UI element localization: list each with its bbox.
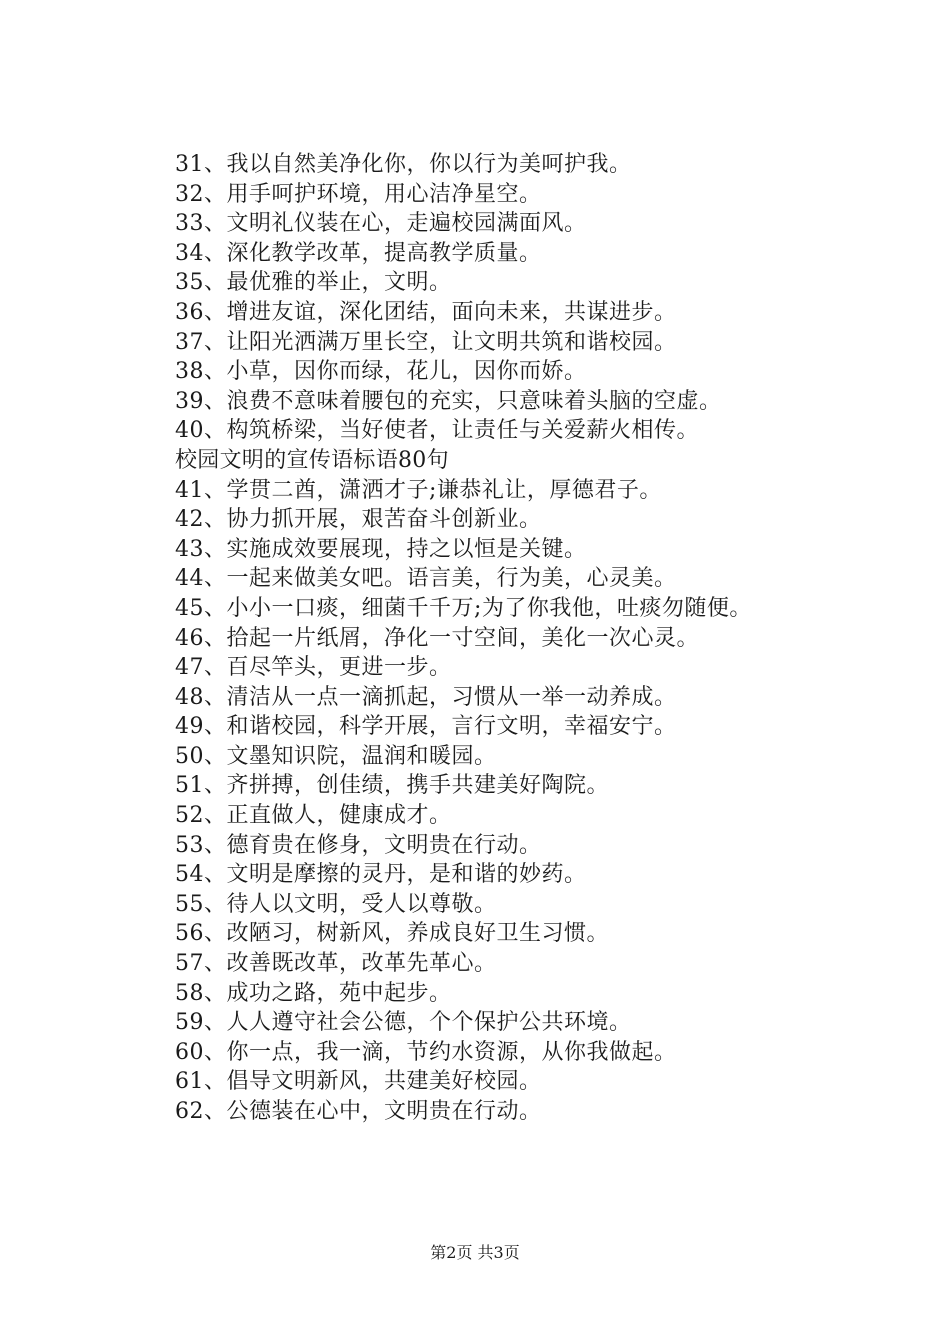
slogan-line: 41、学贯二酋，潇洒才子;谦恭礼让，厚德君子。 bbox=[175, 477, 662, 503]
slogan-line: 62、公德装在心中，文明贵在行动。 bbox=[175, 1099, 542, 1124]
slogan-line: 36、增进友谊，深化团结，面向未来，共谋进步。 bbox=[175, 299, 677, 325]
slogan-line: 35、最优雅的举止，文明。 bbox=[175, 270, 452, 296]
slogan-line: 31、我以自然美净化你，你以行为美呵护我。 bbox=[175, 152, 632, 177]
slogan-line: 39、浪费不意味着腰包的充实，只意味着头脑的空虚。 bbox=[175, 388, 722, 414]
slogan-line: 51、齐拼搏，创佳绩，携手共建美好陶院。 bbox=[175, 773, 609, 799]
slogan-line: 54、文明是摩擦的灵丹，是和谐的妙药。 bbox=[175, 862, 587, 888]
slogan-line: 45、小小一口痰，细菌千千万;为了你我他，吐痰勿随便。 bbox=[175, 595, 752, 621]
slogan-line: 50、文墨知识院，温润和暖园。 bbox=[175, 743, 497, 769]
slogan-line: 55、待人以文明，受人以尊敬。 bbox=[175, 891, 497, 917]
slogan-line: 57、改善既改革，改革先革心。 bbox=[175, 951, 497, 977]
slogan-line: 61、倡导文明新风，共建美好校园。 bbox=[175, 1069, 542, 1095]
slogan-line: 59、人人遵守社会公德，个个保护公共环境。 bbox=[175, 1010, 632, 1036]
slogan-line: 53、德育贵在修身，文明贵在行动。 bbox=[175, 832, 542, 858]
slogan-line: 60、你一点，我一滴，节约水资源，从你我做起。 bbox=[175, 1039, 677, 1065]
slogan-line: 52、正直做人，健康成才。 bbox=[175, 803, 452, 829]
slogan-line: 49、和谐校园，科学开展，言行文明，幸福安宁。 bbox=[175, 714, 677, 740]
slogan-line: 46、拾起一片纸屑，净化一寸空间，美化一次心灵。 bbox=[175, 625, 699, 651]
slogan-line: 33、文明礼仪装在心，走遍校园满面风。 bbox=[175, 211, 587, 237]
section-heading: 校园文明的宣传语标语80句 bbox=[175, 447, 449, 473]
slogan-line: 48、清洁从一点一滴抓起，习惯从一举一动养成。 bbox=[175, 684, 677, 710]
page-number-footer: 第2页 共3页 bbox=[430, 1243, 520, 1262]
document-body bbox=[175, 150, 895, 1127]
slogan-line: 43、实施成效要展现，持之以恒是关键。 bbox=[175, 536, 587, 562]
slogan-line: 47、百尽竿头，更进一步。 bbox=[175, 655, 452, 681]
slogan-line: 56、改陋习，树新风，养成良好卫生习惯。 bbox=[175, 921, 609, 947]
slogan-line: 42、协力抓开展，艰苦奋斗创新业。 bbox=[175, 507, 542, 533]
slogan-line: 38、小草，因你而绿，花儿，因你而娇。 bbox=[175, 359, 587, 385]
slogan-line: 34、深化教学改革，提高教学质量。 bbox=[175, 240, 542, 266]
slogan-line: 40、构筑桥梁，当好使者，让责任与关爱薪火相传。 bbox=[175, 418, 699, 444]
slogan-line: 32、用手呵护环境，用心洁净星空。 bbox=[175, 181, 542, 207]
slogan-line: 44、一起来做美女吧。语言美，行为美，心灵美。 bbox=[175, 566, 677, 592]
slogan-line: 58、成功之路，苑中起步。 bbox=[175, 980, 452, 1006]
slogan-line: 37、让阳光洒满万里长空，让文明共筑和谐校园。 bbox=[175, 329, 677, 355]
